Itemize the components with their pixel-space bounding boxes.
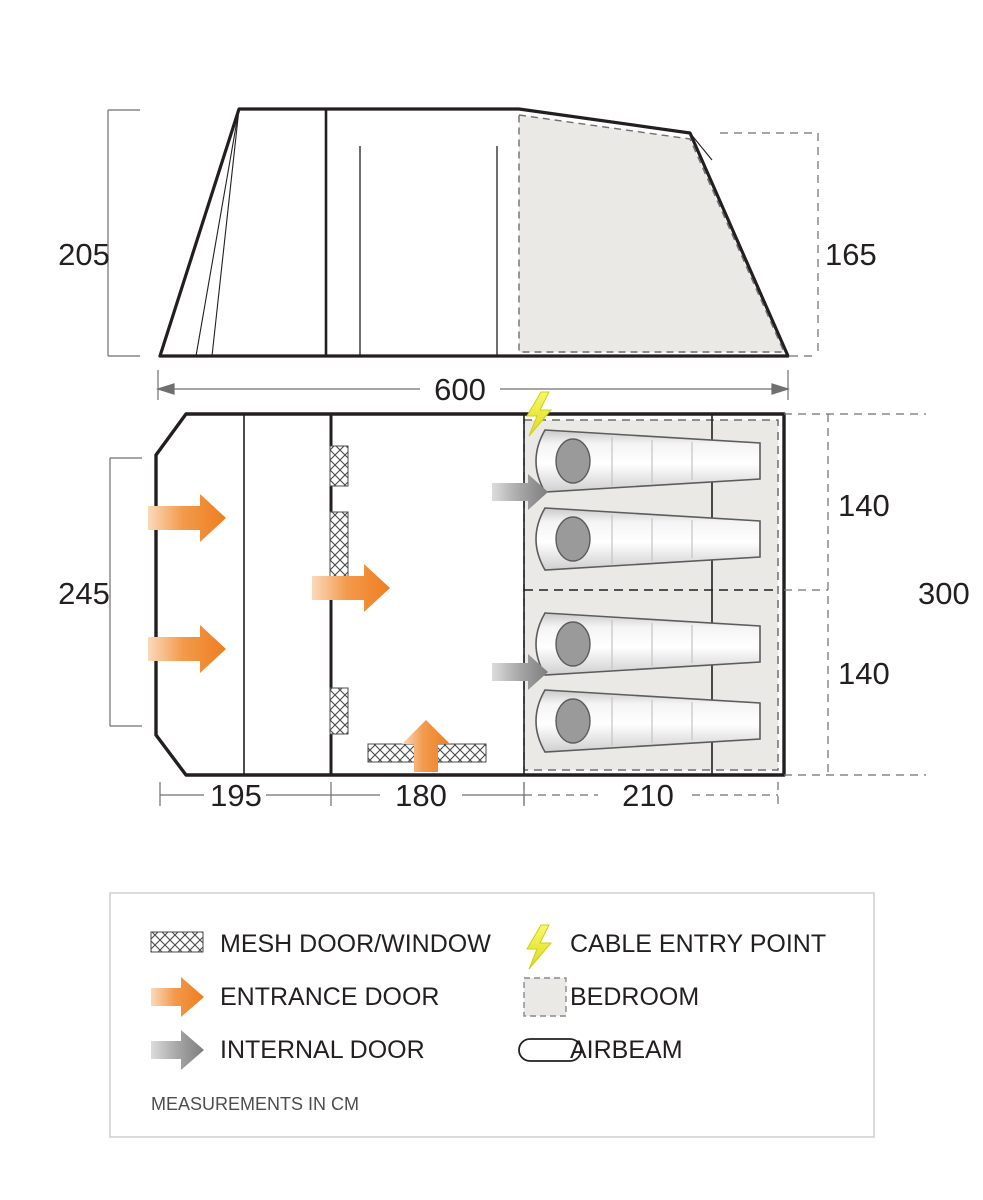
dimension-label-length-total: 600: [434, 372, 486, 407]
legend-label-bedroom: BEDROOM: [570, 983, 700, 1011]
legend-label-cable: CABLE ENTRY POINT: [570, 930, 827, 958]
dimension-label-length-living: 180: [395, 778, 447, 813]
legend-units-note: MEASUREMENTS IN CM: [151, 1094, 360, 1114]
legend-label-mesh: MESH DOOR/WINDOW: [220, 930, 491, 958]
dimension-label-length-bedroom: 210: [622, 778, 674, 813]
legend-label-entrance: ENTRANCE DOOR: [220, 983, 440, 1011]
legend-label-airbeam: AIRBEAM: [570, 1036, 683, 1064]
legend-item-airbeam: [519, 1036, 683, 1064]
tent-side-outline: [160, 109, 788, 356]
floor-plan-group: [58, 392, 970, 813]
dimension-label-height-right: 165: [825, 237, 877, 272]
legend-item-bedroom: [524, 978, 699, 1016]
legend-panel: [110, 893, 874, 1137]
dimension-width-front: [110, 458, 142, 726]
dimension-label-width-front: 245: [58, 576, 110, 611]
dimension-label-length-porch: 195: [210, 778, 262, 813]
dimension-label-bedroom-depth-upper: 140: [838, 488, 890, 523]
dashed-box-icon: [524, 978, 566, 1016]
legend-label-internal: INTERNAL DOOR: [220, 1036, 425, 1064]
dimension-label-bedroom-depth-lower: 140: [838, 656, 890, 691]
dimension-width-total: [784, 414, 926, 775]
dimension-height-left: [108, 110, 140, 356]
dimension-label-width-total: 300: [918, 576, 970, 611]
side-elevation-group: [58, 109, 877, 407]
dimension-label-height-left: 205: [58, 237, 110, 272]
mesh-panel: [330, 446, 348, 486]
mesh-panel: [330, 688, 348, 734]
